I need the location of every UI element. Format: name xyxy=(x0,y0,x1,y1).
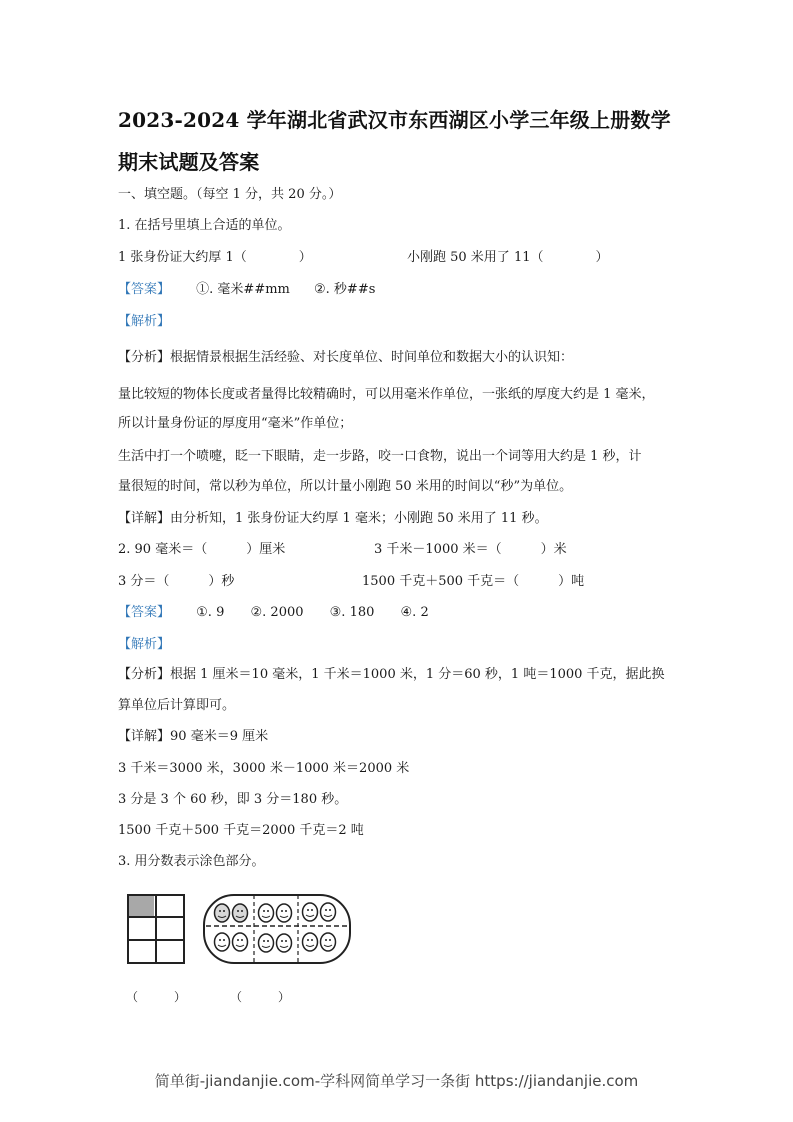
q1-answer-row xyxy=(118,282,375,298)
q1-answer-1: ①. 毫米##mm xyxy=(196,282,290,297)
q2-xiangjie-2: 3 千米＝3000 米，3000 米－1000 米＝2000 米 xyxy=(118,761,410,776)
q2-fenxi-b: 算单位后计算即可。 xyxy=(118,698,236,713)
q1-right-blank: 小刚跑 50 米用了 11（ ） xyxy=(407,250,609,265)
q1-xiangjie: 【详解】由分析知，1 张身份证大约厚 1 毫米；小刚跑 50 米用了 11 秒。 xyxy=(118,511,548,526)
q3-blank-2: （ ） xyxy=(230,990,291,1004)
section-heading: 一、填空题。（每空 1 分，共 20 分。） xyxy=(118,187,342,202)
q2-fenxi-a: 【分析】根据 1 厘米＝10 毫米，1 千米＝1000 米，1 分＝60 秒，1 吨＝1000 千克，据此换 xyxy=(118,667,665,682)
q2-answer-row xyxy=(118,605,429,621)
q2-xiangjie-3: 3 分是 3 个 60 秒，即 3 分＝180 秒。 xyxy=(118,792,348,807)
q2-row2-left: 3 分＝（ ）秒 xyxy=(118,574,235,589)
xiangjie-label: 【详解】 xyxy=(118,511,171,526)
q1-stem: 1. 在括号里填上合适的单位。 xyxy=(118,218,291,233)
q1-fenxi: 【分析】根据情景根据生活经验、对长度单位、时间单位和数据大小的认识知： xyxy=(118,350,574,365)
q2-row1-right: 3 千米－1000 米＝（ ）米 xyxy=(374,542,567,557)
answer-label: 【答案】 xyxy=(118,282,171,297)
q1-para2a: 量比较短的物体长度或者量得比较精确时，可以用毫米作单位，一张纸的厚度大约是 1 毫米， xyxy=(118,387,655,402)
q2-answer-1: ①. 9 xyxy=(196,605,225,620)
q2-xiangjie-4: 1500 千克＋500 千克＝2000 千克＝2 吨 xyxy=(118,823,364,838)
q1-para3b: 量很短的时间，常以秒为单位，所以计量小刚跑 50 米用的时间以“秒”为单位。 xyxy=(118,479,573,494)
smiley-faces-figure xyxy=(202,893,352,965)
q1-answer-2: ②. 秒##s xyxy=(314,282,376,297)
doc-title-line1: 2023-2024 学年湖北省武汉市东西湖区小学三年级上册数学 xyxy=(118,108,671,132)
fenxi-label: 【分析】 xyxy=(118,350,171,365)
q3-blank-1: （ ） xyxy=(126,990,187,1004)
q1-left-blank: 1 张身份证大约厚 1（ ） xyxy=(118,250,312,265)
fenxi-label: 【分析】 xyxy=(118,667,171,682)
q1-row xyxy=(118,250,312,266)
q2-answer-2: ②. 2000 xyxy=(250,605,304,620)
q2-answer-4: ④. 2 xyxy=(400,605,429,620)
doc-title-line2: 期末试题及答案 xyxy=(118,150,260,174)
q1-para3a: 生活中打一个喷嚏，眨一下眼睛，走一步路，咬一口食物，说出一个词等用大约是 1 秒，计 xyxy=(118,449,642,464)
shaded-grid-figure xyxy=(126,893,186,965)
answer-label: 【答案】 xyxy=(118,605,171,620)
q2-row2-right: 1500 千克＋500 千克＝（ ）吨 xyxy=(362,574,585,589)
q1-para2b: 所以计量身份证的厚度用“毫米”作单位； xyxy=(118,416,353,431)
q2-xiangjie-1: 【详解】90 毫米＝9 厘米 xyxy=(118,729,269,744)
q2-row1-left: 2. 90 毫米＝（ ）厘米 xyxy=(118,542,286,557)
q2-answer-3: ③. 180 xyxy=(329,605,375,620)
q1-analysis-label: 【解析】 xyxy=(118,314,171,329)
footer-watermark: 简单街-jiandanjie.com-学科网简单学习一条街 https://jiandanjie.com xyxy=(154,1072,639,1090)
q2-analysis-label: 【解析】 xyxy=(118,637,171,652)
q3-stem: 3. 用分数表示涂色部分。 xyxy=(118,854,265,869)
xiangjie-label: 【详解】 xyxy=(118,729,171,744)
